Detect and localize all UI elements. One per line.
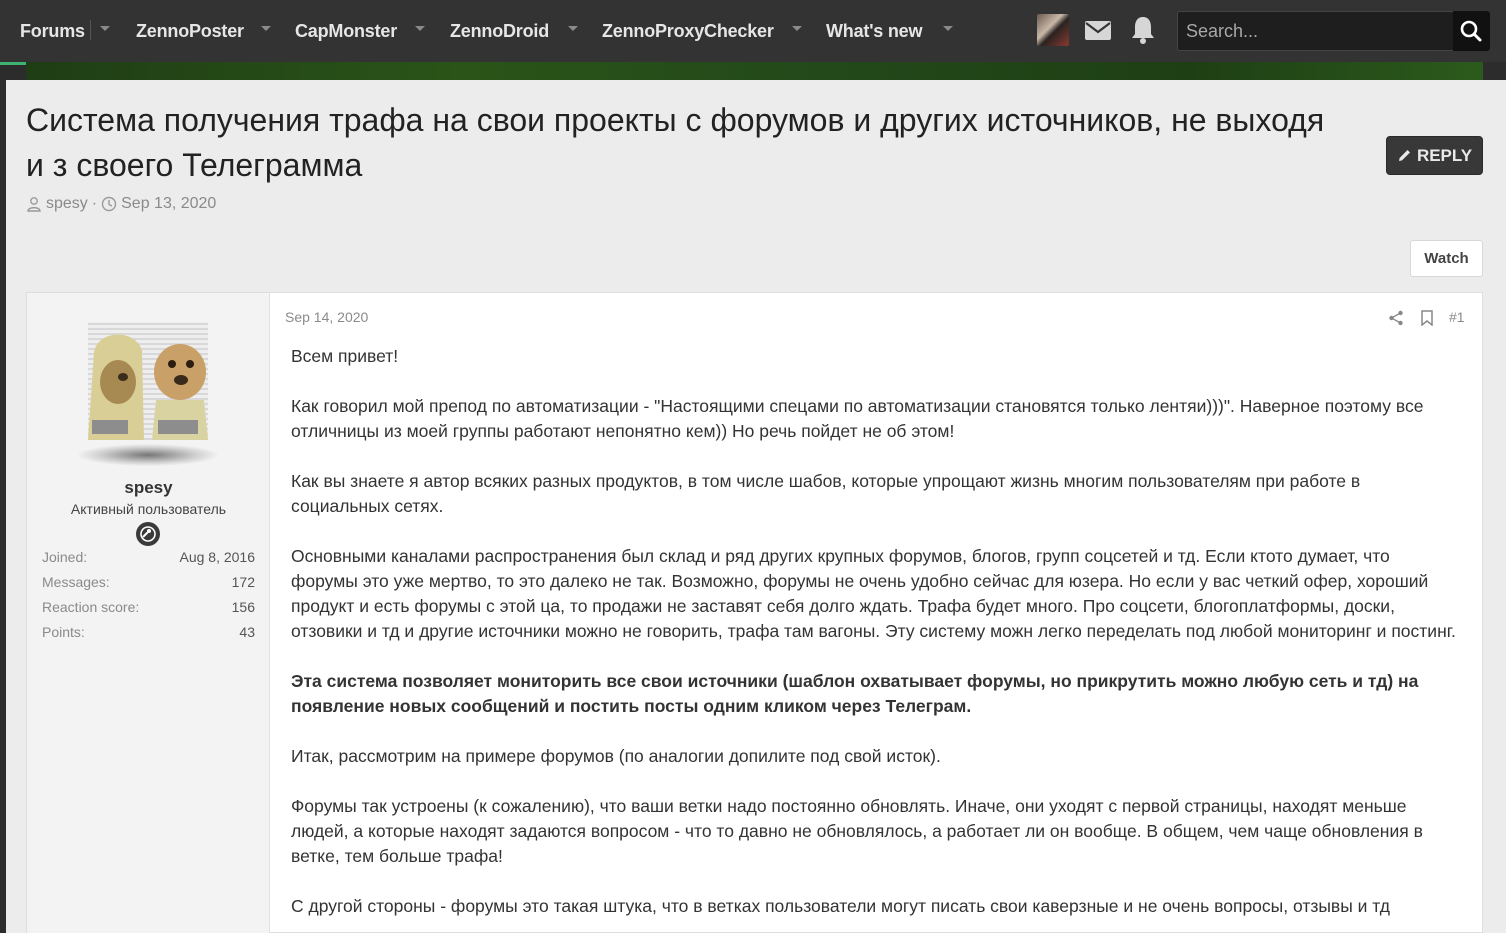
user-stat-joined [42, 549, 255, 565]
tab-zennodroid[interactable] [450, 0, 549, 62]
avatar-shadow [78, 444, 218, 466]
account-avatar[interactable] [1037, 14, 1069, 46]
post-paragraph: Основными каналами распространения был склад и ряд других крупных форумов, блогов, групп соцсетей и тд. Если ктото думает, что форумы это уже мертво, то это далеко не так. Возможно, форумы не очень удобно сейчас для юзера. Но если у вас четкий офер, хороший продукт и есть форумы с этой ца, то продажи не заставят себя долго ждать. Трафа будет много. Про соцсети, блогоплатформы, доски, отзовики и тд и другие источники можно не говорить, трафа там вагоны. Эту систему можн легко переделать под любой мониторинг и постинг. [291, 546, 1456, 641]
chevron-down-icon[interactable] [100, 26, 110, 31]
page-title: Система получения трафа на свои проекты с форумов и других источников, не выходя и з своего Телеграмма [26, 102, 1325, 183]
reply-label: REPLY [1416, 145, 1473, 165]
bookmark-icon[interactable] [1420, 310, 1434, 326]
stat-key: Reaction score: [42, 599, 140, 615]
stat-value[interactable]: 43 [239, 624, 255, 640]
user-stat-messages [42, 574, 255, 590]
post-paragraph: Как вы знаете я автор всяких разных продуктов, в том числе шабов, которые упрощают жизнь многим пользователям при работе в социальных сетях. [291, 471, 1361, 516]
avatar[interactable] [88, 322, 208, 440]
post-paragraph-bold: Эта система позволяет мониторить все свои источники (шаблон охватывает форумы, но прикрутить можно любую сеть и тд) на появление новых сообщений и постить посты одним кликом через Телеграм. [291, 671, 1419, 716]
search-input[interactable] [1186, 11, 1446, 51]
stat-key: Joined: [42, 549, 88, 565]
stat-value[interactable]: 172 [231, 574, 255, 590]
post-paragraph: Всем привет! [291, 346, 399, 366]
stat-key: Messages: [42, 574, 110, 590]
mail-icon[interactable] [1084, 17, 1112, 43]
pencil-icon [1397, 148, 1412, 163]
user-stat-points [42, 624, 255, 640]
user-icon [26, 196, 42, 212]
post-number-link[interactable]: #1 [1449, 309, 1465, 325]
tab-label: ZennoProxyChecker [602, 20, 774, 41]
chevron-down-icon[interactable] [943, 26, 953, 31]
tab-label: CapMonster [295, 20, 398, 41]
stat-value: 156 [231, 599, 255, 615]
thread-meta [26, 193, 216, 215]
avatar-image-right [150, 322, 208, 440]
tab-whats-new[interactable] [826, 0, 922, 62]
watch-label: Watch [1424, 250, 1469, 267]
user-title: Активный пользователь [70, 501, 227, 517]
tab-label: What's new [826, 20, 923, 41]
user-stat-reaction-score [42, 599, 255, 615]
post-paragraph: Как говорил мой препод по автоматизации - "Настоящими спецами по автоматизации становятся только лентяи)))". Наверное поэтому все отличницы из моей группы работают непонятно кем)) Но речь пойдет не об этом! [291, 396, 1424, 441]
search-button[interactable] [1453, 11, 1490, 51]
tab-forums[interactable] [20, 0, 85, 62]
watch-button[interactable] [1410, 240, 1483, 277]
meta-separator: · [91, 195, 98, 212]
chevron-down-icon[interactable] [415, 26, 425, 31]
clock-icon [101, 196, 117, 212]
header-banner[interactable] [26, 62, 1483, 80]
tab-divider [90, 20, 91, 40]
user-badge-icon[interactable] [136, 522, 160, 546]
tab-label: ZennoPoster [136, 20, 244, 41]
thread-date[interactable]: Sep 13, 2020 [121, 195, 217, 212]
tab-label: Forums [20, 20, 85, 41]
stat-value: Aug 8, 2016 [179, 549, 255, 565]
post-date[interactable]: Sep 14, 2020 [285, 309, 369, 325]
chevron-down-icon[interactable] [792, 26, 802, 31]
tab-capmonster[interactable] [295, 0, 397, 62]
search-icon [1453, 11, 1490, 51]
post-paragraph: С другой стороны - форумы это такая штука, что в ветках пользователи могут писать свои каверзные и не очень вопросы, отзывы и тд [291, 896, 1390, 916]
reply-button[interactable] [1386, 136, 1483, 175]
thread-author-link[interactable]: spesy [46, 195, 88, 212]
tab-label: ZennoDroid [450, 20, 549, 41]
post-paragraph: Итак, рассмотрим на примере форумов (по аналогии допилите под свой исток). [291, 746, 941, 766]
share-icon[interactable] [1388, 310, 1404, 326]
chevron-down-icon[interactable] [261, 26, 271, 31]
post-author-name[interactable]: spesy [124, 478, 173, 497]
chevron-down-icon[interactable] [568, 26, 578, 31]
tab-zennoposter[interactable] [136, 0, 244, 62]
post-paragraph: Форумы так устроены (к сожалению), что ваши ветки надо постоянно обновлять. Иначе, они уходят с первой страницы, находят меньше людей, а которые находят задаются вопросом - что то давно не обновлялось, а работает ли он вообще. В общем, чем чаще обновления в ветке, тем больше трафа! [291, 796, 1423, 866]
tab-zennoproxychecker[interactable] [602, 0, 774, 62]
stat-key: Points: [42, 624, 85, 640]
post-body [291, 344, 1461, 933]
avatar-image-left [88, 322, 146, 440]
bell-icon[interactable] [1129, 14, 1157, 46]
